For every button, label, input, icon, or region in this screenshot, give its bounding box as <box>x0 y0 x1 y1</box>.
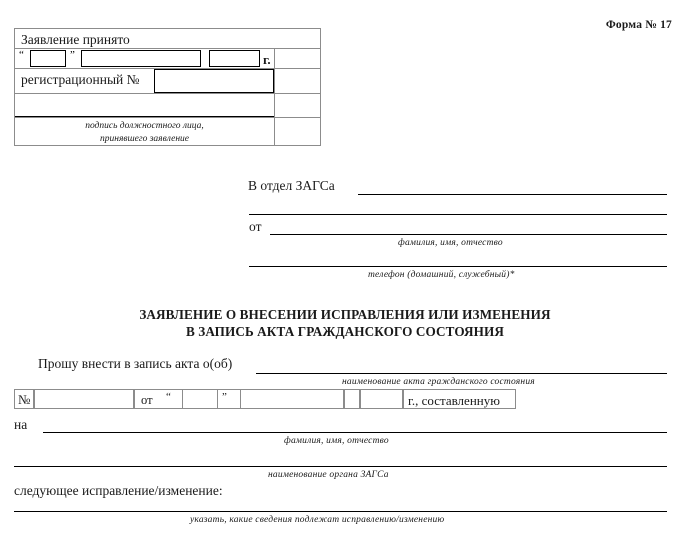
from-caption: фамилия, имя, отчество <box>398 238 503 248</box>
act-quote-cell <box>218 389 240 409</box>
page-title-line-2: В ЗАПИСЬ АКТА ГРАЖДАНСКОГО СОСТОЯНИЯ <box>185 324 504 339</box>
acceptance-box <box>14 28 321 146</box>
office-label: В отдел ЗАГСа <box>248 178 335 193</box>
registration-number-field[interactable] <box>154 69 274 93</box>
act-quote-close: ” <box>222 391 227 403</box>
act-from-cell <box>134 389 182 409</box>
act-year-suffix-label: г., составленную <box>408 393 500 408</box>
registration-number-label: регистрационный № <box>21 72 140 87</box>
quote-open-mark: “ <box>19 49 24 61</box>
page-title <box>0 306 690 340</box>
quote-close-mark: ” <box>70 49 75 61</box>
box-gridline-v <box>274 48 275 146</box>
form-number-label: Форма № 17 <box>605 19 672 31</box>
page-title-line-1: ЗАЯВЛЕНИЕ О ВНЕСЕНИИ ИСПРАВЛЕНИЯ ИЛИ ИЗМЕНЕНИЯ <box>139 307 551 322</box>
act-name-caption: наименование акта гражданского состояния <box>342 377 535 387</box>
from-line[interactable] <box>270 234 667 235</box>
act-month-field[interactable] <box>240 389 344 409</box>
correction-label: следующее исправление/изменение: <box>14 483 223 498</box>
act-day-field[interactable] <box>182 389 218 409</box>
act-number-field[interactable] <box>34 389 134 409</box>
acceptance-year-suffix: г. <box>263 52 271 67</box>
acceptance-month-field[interactable] <box>81 50 201 67</box>
registry-caption: наименование органа ЗАГСа <box>268 470 389 480</box>
act-quote-open: “ <box>166 391 171 403</box>
acceptance-heading: Заявление принято <box>21 32 130 47</box>
registry-line[interactable] <box>14 466 667 467</box>
act-year-field[interactable] <box>360 389 403 409</box>
signature-caption-line-1: подпись должностного лица, <box>85 121 204 131</box>
name-caption: фамилия, имя, отчество <box>284 436 389 446</box>
phone-line[interactable] <box>249 266 667 267</box>
signature-rule <box>15 116 274 117</box>
number-symbol: № <box>18 392 31 407</box>
from-label: от <box>249 219 262 234</box>
signature-caption-line-2: принявшего заявление <box>100 134 189 144</box>
on-line[interactable] <box>43 432 667 433</box>
request-label: Прошу внести в запись акта о(об) <box>38 356 233 371</box>
office-line-2[interactable] <box>249 214 667 215</box>
correction-caption: указать, какие сведения подлежат исправлению/изменению <box>190 515 445 525</box>
act-from-label: от <box>141 393 153 407</box>
act-year-suffix-cell <box>403 389 516 409</box>
office-line-1[interactable] <box>358 194 667 195</box>
phone-caption: телефон (домашний, служебный)* <box>368 270 515 280</box>
on-label: на <box>14 417 28 432</box>
request-line[interactable] <box>256 373 667 374</box>
correction-line[interactable] <box>14 511 667 512</box>
acceptance-day-field[interactable] <box>30 50 66 67</box>
acceptance-year-field[interactable] <box>209 50 260 67</box>
number-symbol-cell <box>14 389 34 409</box>
act-spacer-cell <box>344 389 360 409</box>
